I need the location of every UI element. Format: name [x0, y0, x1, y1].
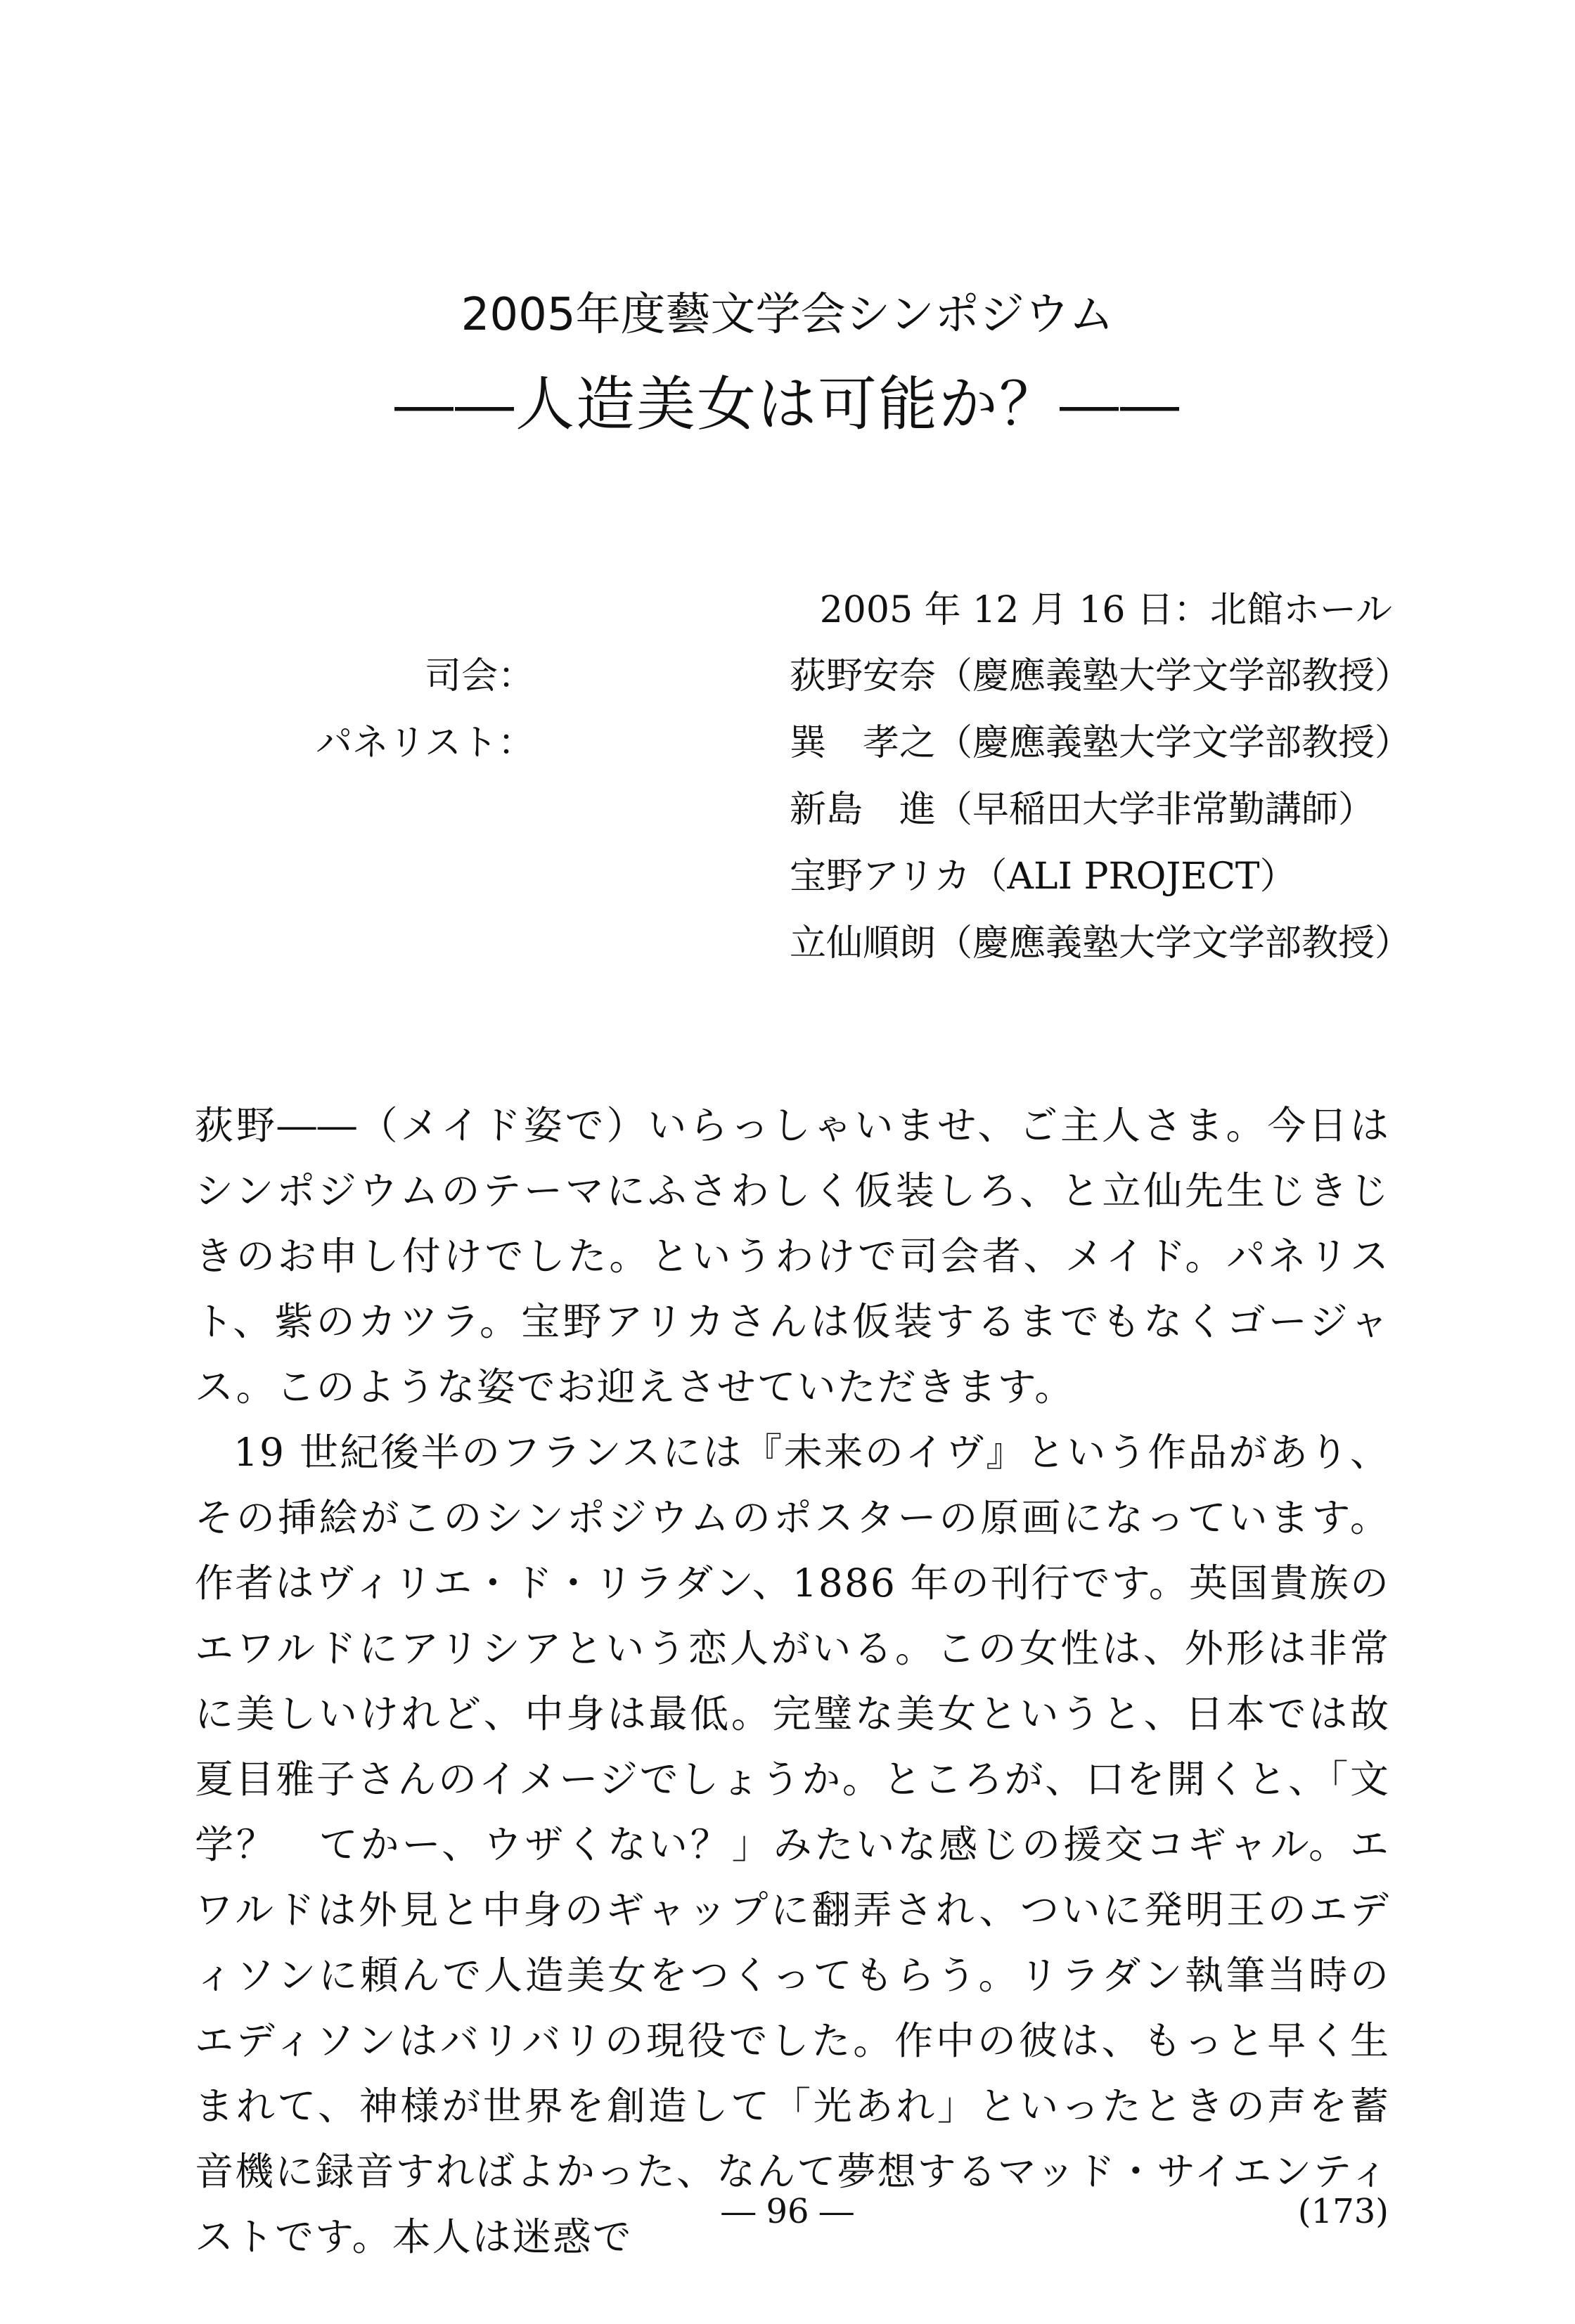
- paragraph: 19 世紀後半のフランスには『未来のイヴ』という作品があり、その挿絵がこのシンポジウムのポスターの原画になっています。作者はヴィリエ・ド・リラダン、1886 年の刊行です。英国貴族のエワルドにアリシアという恋人がいる。この女性は、外形は非常に美しいけれど、中身は最低。完璧な美女というと、日本では故夏目雅子さんのイメージでしょうか。ところが、口を開くと、「文学？ てかー、ウザくない？」みたいな感じの援交コギャル。エワルドは外見と中身のギャップに翻弄され、ついに発明王のエディソンに頼んで人造美女をつくってもらう。リラダン執筆当時のエディソンはバリバリの現役でした。作中の彼は、もっと早く生まれて、神様が世界を創造して「光あれ」といったときの声を蓄音機に録音すればよかった、なんて夢想するマッド・サイエンティストです。本人は迷惑で: [195, 1430, 1390, 2259]
- date-venue: 2005 年 12 月 16 日：北館ホール: [819, 589, 1392, 631]
- symposium-title: 2005年度藝文学会シンポジウム: [461, 289, 1114, 341]
- alt-page-number: (173): [1297, 2192, 1389, 2231]
- moderator-name: 荻野安奈（慶應義塾大学文学部教授）: [790, 655, 1412, 697]
- panelist-name: 巽 孝之（慶應義塾大学文学部教授）: [790, 722, 1412, 764]
- body-text: [195, 1093, 1390, 2270]
- paragraph: 荻野――（メイド姿で）いらっしゃいませ、ご主人さま。今日はシンポジウムのテーマにふさわしく仮装しろ、と立仙先生じきじきのお申し付けでした。というわけで司会者、メイド。パネリスト、紫のカツラ。宝野アリカさんは仮装するまでもなくゴージャス。このような姿でお迎えさせていただきます。: [195, 1103, 1390, 1409]
- panelist-name: 新島 進（早稲田大学非常勤講師）: [790, 789, 1375, 831]
- page-number: ― 96 ―: [721, 2192, 854, 2231]
- moderator-label: 司会：: [424, 655, 534, 697]
- panelists-label: パネリスト：: [316, 722, 534, 764]
- panelist-name: 宝野アリカ（ALI PROJECT）: [790, 856, 1297, 898]
- symposium-subtitle: ――人造美女は可能か？――: [394, 370, 1181, 439]
- panelist-name: 立仙順朗（慶應義塾大学文学部教授）: [790, 922, 1412, 964]
